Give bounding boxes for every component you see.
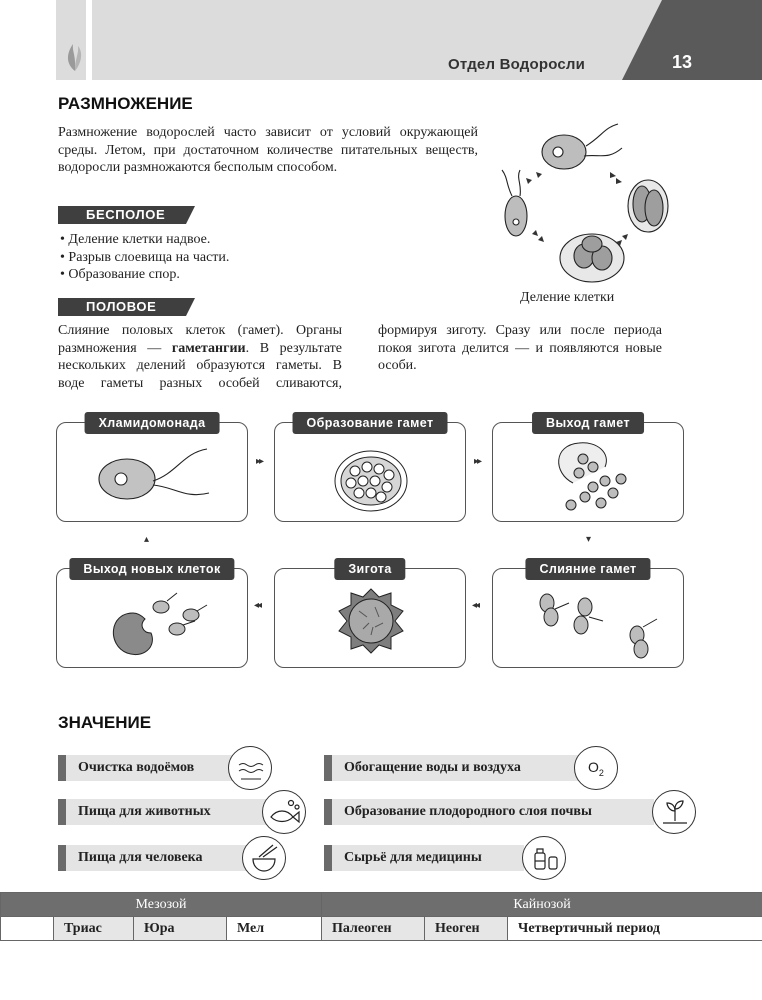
water-cleaning-icon <box>228 746 272 790</box>
stage-title: Хламидомонада <box>85 412 220 434</box>
leaf-icon <box>64 40 86 72</box>
new-cells-drawing <box>57 569 249 669</box>
food-bowl-icon <box>242 836 286 880</box>
arrow-right-icon: ▸▸ <box>256 456 263 467</box>
importance-item: Пища для человека <box>58 845 256 871</box>
medicine-icon <box>522 836 566 880</box>
fish-icon <box>262 790 306 834</box>
page-number: 13 <box>672 52 693 72</box>
asexual-list <box>60 231 360 284</box>
period-quaternary: Четвертичный период <box>508 917 762 941</box>
importance-item: Сырьё для медицины <box>324 845 524 871</box>
importance-item: Пища для животных <box>58 799 278 825</box>
stage-new-cells-release <box>56 562 248 668</box>
term-gametangia: гаметангии <box>171 340 246 356</box>
oxygen-icon: $O_2$ <box>574 746 618 790</box>
gamete-release-drawing <box>493 423 685 523</box>
sexual-description: Слияние половых клеток (гамет). Органы размножения — гаметангии. В результате нескольких делений образуются гаметы. В воде гаметы разных особей сливаются, формируя зиготу. Сразу или после периода покоя зигота делится — и появляются новые особи. <box>58 323 662 391</box>
stage-title: Выход новых клеток <box>69 558 234 580</box>
cell-division-illustration <box>492 118 672 288</box>
stage-gamete-fusion <box>492 562 684 668</box>
stage-chlamydomonas <box>56 416 248 522</box>
cell-division-caption: Деление клетки <box>520 290 615 305</box>
importance-item: Обогащение воды и воздуха <box>324 755 596 781</box>
stage-title: Слияние гамет <box>525 558 650 580</box>
period-neogene: Неоген <box>425 917 508 941</box>
era-mesozoic: Мезозой <box>1 893 322 917</box>
geologic-timeline <box>0 892 762 941</box>
arrow-up-icon: ▴ <box>144 534 148 545</box>
section-title: Отдел Водоросли <box>448 56 586 73</box>
importance-heading: ЗНАЧЕНИЕ <box>58 713 152 732</box>
zygote-drawing <box>275 569 467 669</box>
stage-title: Образование гамет <box>293 412 448 434</box>
list-item: • Деление клетки надвое. <box>60 231 360 249</box>
arrow-right-icon: ▸▸ <box>474 456 481 467</box>
stage-gamete-release <box>492 416 684 522</box>
arrow-down-icon: ▾ <box>586 534 590 545</box>
sprout-icon <box>652 790 696 834</box>
importance-item: Образование плодородного слоя почвы <box>324 799 654 825</box>
stage-title: Зигота <box>334 558 405 580</box>
period-jurassic: Юра <box>134 917 227 941</box>
arrow-left-icon: ◂◂ <box>472 600 479 611</box>
list-item: • Разрыв слоевища на части. <box>60 249 360 267</box>
gamete-formation-drawing <box>275 423 467 523</box>
asexual-label: БЕСПОЛОЕ <box>58 206 186 224</box>
stage-gamete-formation <box>274 416 466 522</box>
period-triassic: Триас <box>54 917 134 941</box>
reproduction-heading: РАЗМНОЖЕНИЕ <box>58 94 193 113</box>
list-item: • Образование спор. <box>60 266 360 284</box>
period-cretaceous: Мел <box>227 917 322 941</box>
stage-zygote <box>274 562 466 668</box>
reproduction-intro: Размножение водорослей часто зависит от условий окружающей среды. Летом, при достаточном количестве питательных веществ, водоросли размножаются бесполым способом. <box>58 125 478 175</box>
period-paleogene: Палеоген <box>322 917 425 941</box>
sexual-label: ПОЛОВОЕ <box>58 298 186 316</box>
importance-item: Очистка водоёмов <box>58 755 258 781</box>
timeline-spacer <box>1 917 54 941</box>
era-cenozoic: Кайнозой <box>322 893 762 917</box>
arrow-left-icon: ◂◂ <box>254 600 261 611</box>
stage-title: Выход гамет <box>532 412 644 434</box>
gamete-fusion-drawing <box>493 569 685 669</box>
chlamydomonas-drawing <box>57 423 249 523</box>
